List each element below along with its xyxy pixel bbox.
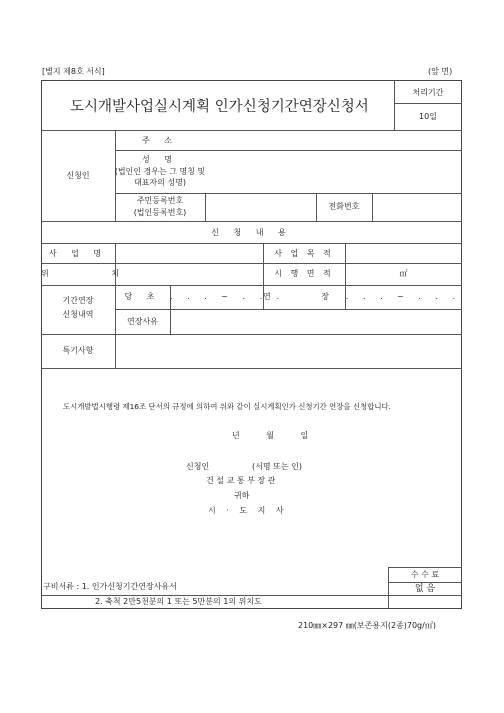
applicant-section-label: 신청인	[66, 171, 90, 180]
id-number-label: 주민등록번호	[136, 196, 184, 205]
sign-note: (서명 또는 인)	[252, 462, 302, 471]
special-notes-label: 특기사항	[62, 346, 94, 355]
name-label: 성 명	[142, 155, 178, 164]
project-name-label: 사 업 명	[48, 249, 108, 258]
area-label: 시 행 면 적	[274, 269, 334, 278]
original-period-label: 당 초	[124, 292, 161, 301]
phone-label: 전화번호	[328, 202, 360, 211]
date-line: 년 월 일	[232, 431, 309, 440]
attachment-1: 구비서류 : 1. 인가신청기간연장사유서	[43, 582, 177, 591]
fee-value: 없 음	[414, 584, 436, 594]
honorific: 귀하	[234, 491, 250, 500]
form-frame	[41, 80, 462, 609]
name-note-line2: 대표자의 성명)	[133, 178, 187, 187]
processing-period-value: 10일	[419, 112, 437, 121]
original-period-dates: . . . ~ . . .	[170, 292, 286, 301]
declaration-text: 도시개발법시행령 제16조 단서의 규정에 의하여 위와 같이 실시계획인가 신청기간 연장을 신청합니다.	[63, 402, 391, 411]
extension-label-line2: 신청내역	[62, 310, 94, 319]
paper-spec: 210㎜×297 ㎜(보존용지(2종)70g/㎡)	[298, 621, 436, 630]
governor-line: 시 · 도 지 사	[208, 506, 284, 515]
content-heading: 신 청 내 용	[211, 228, 292, 237]
fee-label: 수 수 료	[410, 570, 440, 579]
page-side: (앞 면)	[428, 67, 453, 76]
form-title: 도시개발사업실시계획 인가신청기간연장신청서	[70, 99, 369, 115]
corp-number-label: (법인등록번호)	[133, 208, 187, 217]
minister-line: 건 설 교 통 부 장 관	[206, 476, 276, 485]
extended-period-label: 연 장	[263, 292, 353, 301]
signer-label: 신청인	[186, 462, 210, 471]
area-unit: ㎡	[399, 269, 408, 278]
attachment-2: 2. 축척 2만5천분의 1 또는 5만분의 1의 위치도	[95, 597, 262, 606]
extension-reason-label: 연장사유	[127, 317, 158, 326]
address-label: 주 소	[142, 136, 178, 145]
name-note-line1: (법인인 경우는 그 명칭 및	[114, 167, 206, 176]
processing-period-label: 처리기간	[412, 88, 444, 97]
extension-label-line1: 기간연장	[62, 296, 94, 305]
location-label: 위 치	[41, 269, 149, 278]
extended-period-dates: . . . ~ . . .	[345, 292, 462, 301]
project-purpose-label: 사 업 목 적	[274, 249, 334, 258]
form-number: [별지 제8호 서식]	[42, 67, 105, 76]
